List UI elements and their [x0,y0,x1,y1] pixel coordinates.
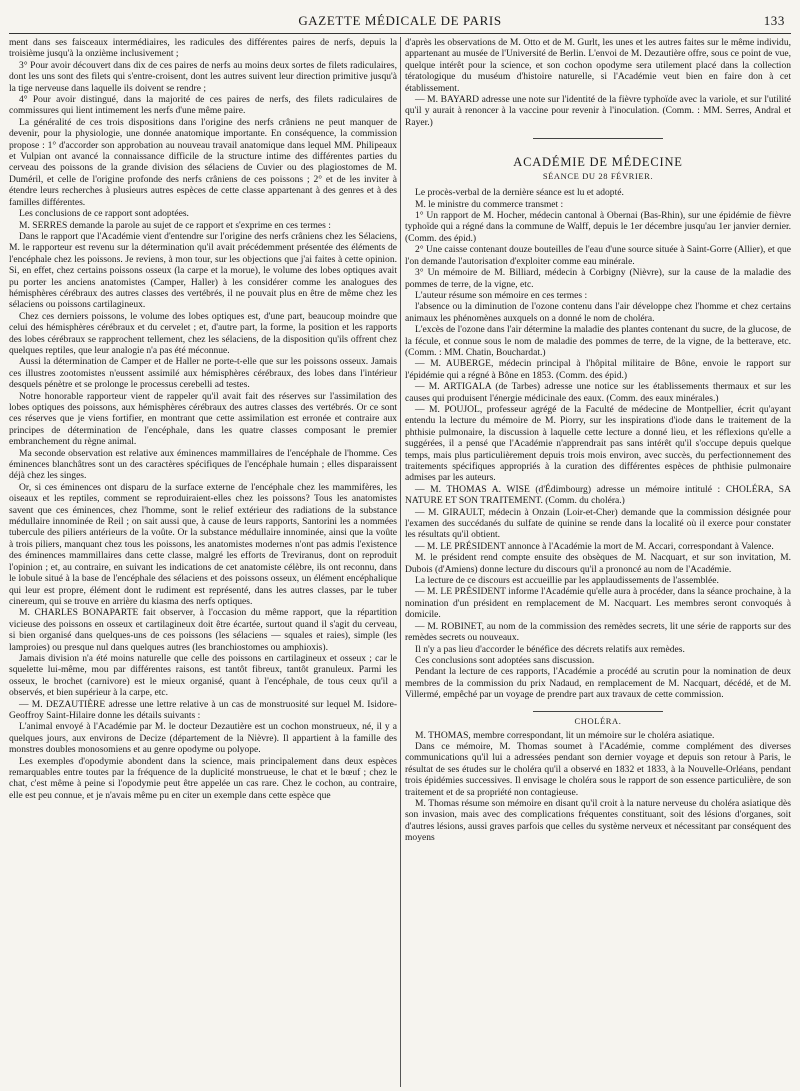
paragraph: M. THOMAS, membre correspondant, lit un mémoire sur le choléra asiatique. [415,729,715,741]
paragraph: Il n'y a pas lieu d'accorder le bénéfice des décrets relatifs aux remèdes. [415,643,685,655]
paragraph: 3° Un mémoire de M. Billiard, médecin à Corbigny (Nièvre), sur la cause de la maladie des pommes de terre, de la vigne, etc. [405,267,791,290]
paragraph: Dans ce mémoire, M. Thomas soumet à l'Académie, comme complément des diverses communications qu'il lui a adressées pendant son dernier voyage et depuis son retour à Paris, le résultat de ses études sur le choléra qu'il a observé en 1832 et 1833, à la Nouvelle-Orléans, pendant trois épidémies successives. Il envisage le choléra sous le rapport de son essence particulière, de son traitement et de sa propriété non contagieuse. [405,740,791,798]
journal-title: GAZETTE MÉDICALE DE PARIS [298,13,502,28]
paragraph: — M. GIRAULT, médecin à Onzain (Loir-et-Cher) demande que la commission désignée pour l'examen des succédanés du sulfate de quinine se rende dans la localité où il exerce pour constater les résultats qu'il obtient. [405,506,791,541]
running-head [9,10,791,32]
paragraph: — M. ARTIGALA (de Tarbes) adresse une notice sur les établissements thermaux et sur les causes qui produisent l'énergie médicinale des eaux. (Comm. des eaux minérales.) [405,381,791,404]
paragraph: — M. LE PRÉSIDENT annonce à l'Académie la mort de M. Accari, correspondant à Valence. [415,540,774,552]
paragraph: Le procès-verbal de la dernière séance est lu et adopté. [415,187,624,199]
paragraph: 2° Une caisse contenant douze bouteilles de l'eau d'une source située à Saint-Gorre (Allier), et que l'on demande l'autorisation d'exploiter comme eau minérale. [405,244,791,267]
paragraph: 3° Pour avoir découvert dans dix de ces paires de nerfs au moins deux sortes de filets radiculaires, dont les uns sont des filets qui s'entre-croisent, dont les autres suivent leur direction primitive jusqu'à la tige nerveuse dans laquelle ils doivent se rendre ; [9,59,397,94]
text-columns [9,37,791,1087]
section-title: ACADÉMIE DE MÉDECINE [513,155,683,170]
paragraph: M. le président rend compte ensuite des obsèques de M. Nacquart, et sur son invitation, M. Dubois (d'Amiens) donne lecture du discours qu'il a prononcé au nom de l'Académie. [405,552,791,575]
paragraph: — M. LE PRÉSIDENT informe l'Académie qu'elle aura à procéder, dans la séance prochaine, à la nomination d'un président en remplacement de M. Nacquart. Les membres seront convoqués à domicile. [405,586,791,621]
paragraph: Or, si ces éminences ont disparu de la surface externe de l'encéphale chez les mammifères, les oiseaux et les reptiles, comment se reproduiraient-elles chez les poissons? Tous les anatomistes savent que ces éminences, chez l'homme, sont le relief extérieur des radiations de la substance médullaire innominée de Reil ; on sait aussi que, à cause de leurs rapports, Santorini les a nommées tubercule des piliers antérieurs de la voûte. Or la substance médullaire innominée, ainsi que la voûte à trois piliers, manquant chez tous les poissons, les anatomistes modernes n'ont pas admis l'existence des éminences mammillaires dans cette classe, malgré les efforts de Treviranus, dont on reproduit l'opinion ; et, au contraire, en suivant les indications de cet anatomiste célèbre, ils ont reconnu, dans le lobule situé à la base de l'encéphale des sélaciens et des poissons osseux, un élément encéphalique qui leur est propre, élément dont le rudiment est représenté, dans les autres classes, par le tuber cinereum, qui se trouve en arrière du kiasma des nerfs optiques. [9,481,397,607]
paragraph: Les exemples d'opodymie abondent dans la science, mais principalement dans deux espèces remarquables entre toutes par la fréquence de la duplicité monstrueuse, le chat et le bœuf ; chez le chat, c'est même à peine si l'opodymie peut être appelée un cas rare. Chez le cochon, au contraire, elle est peu connue, et je n'avais même pu en citer un exemple dans cette espèce que [9,755,397,801]
paragraph: — M. ROBINET, au nom de la commission des remèdes secrets, lit une série de rapports sur des remèdes secrets ou nouveaux. [405,620,791,644]
paragraph: M. SERRES demande la parole au sujet de ce rapport et s'exprime en ces termes : [19,219,331,231]
paragraph: 1° Un rapport de M. Hocher, médecin cantonal à Obernai (Bas-Rhin), sur une épidémie de fièvre typhoïde qui a régné dans la commune de Walff, depuis le 1er décembre jusqu'au 1er janvier dernier. (Comm. des épid.) [405,210,791,244]
paragraph: Dans le rapport que l'Académie vient d'entendre sur l'origine des nerfs crâniens chez les Sélaciens, M. le rapporteur est revenu sur la détermination qu'il avait précédemment présentée des éléments de l'encéphale chez les poissons. Je reviens, à mon tour, sur les objections que j'ai faites à cette opinion. Si, en effet, chez certains poissons osseux (la carpe et la morue), le volume des lobes optiques avait pu porter les anciens anatomistes (Camper, Haller) à les considérer comme les analogues des hémisphères cérébraux des autres classes des vertébrés, il ne pouvait plus en être de même chez les sélaciens ou poissons cartilagineux. [9,230,397,311]
paragraph: Jamais division n'a été moins naturelle que celle des poissons en cartilagineux et osseux ; car le squelette lui-même, mou par différentes raisons, est tantôt fibreux, tantôt granuleux. Parmi les osseux, le brochet (carnivore) est le mieux organisé, quant à l'encéphale, de tous ceux qu'il a observés, et bien supérieur à la carpe, etc. [9,652,397,699]
paragraph: M. le ministre du commerce transmet : [415,198,564,210]
paragraph: ment dans ses faisceaux intermédiaires, les radicules des différentes paires de nerfs, depuis la troisième jusqu'à la onzième inclusivement ; [9,37,397,60]
section-rule [533,711,663,712]
paragraph: Notre honorable rapporteur vient de rappeler qu'il avait fait des réserves sur l'assimilation des lobes optiques des poissons, aux hémisphères cérébraux des autres classes des vertébrés. Or ce sont ces réserves que je viens fortifier, en montrant que cette assimilation est erronée et contraire aux principes de détermination de l'encéphale, dans les quatre classes composant le premier embranchement du règne animal. [9,390,397,448]
paragraph: Aussi la détermination de Camper et de Haller ne porte-t-elle que sur les poissons osseux. Jamais ces illustres zootomistes n'eussent assimilé aux hémisphères cérébraux, des lobes dans l'intérieur desquels pénètre et se prolonge le processus cerebelli ad testes. [9,356,397,391]
left-column [9,37,397,1087]
paragraph: Ces conclusions sont adoptées sans discussion. [415,654,595,666]
paragraph: La généralité de ces trois dispositions dans l'origine des nerfs crâniens ne peut manquer de devenir, pour la physiologie, une donnée anatomique importante. En conséquence, la commission propose : 1° d'accorder son approbation au nouveau travail anatomique dans lequel MM. Philipeaux et Vulpian ont avancé la connaissance difficile de la structure intime des différentes parties du cerveau des poissons de la grande division des sélaciens de Cuvier ou des plagiostomes de M. Duméril, et celle de l'origine profonde des nerfs crâniens de ces poissons ; 2° et de les inviter à étendre leurs recherches à plusieurs autres espèces de cette classe appartenant à des genres et à des familles différentes. [9,116,397,208]
paragraph: L'auteur résume son mémoire en ces termes : [415,289,588,301]
paragraph: Pendant la lecture de ces rapports, l'Académie a procédé au scrutin pour la nomination de deux membres de la commission du prix Nadaud, en remplacement de M. Nacquart, décédé, et de M. Villermé, empêché par un voyage de prendre part aux travaux de cette commission. [405,666,791,701]
paragraph: — M. BAYARD adresse une note sur l'identité de la fièvre typhoïde avec la variole, et sur l'utilité qu'il y aurait à renoncer à la vaccine pour revenir à l'inoculation. (Comm. : MM. Serres, Andral et Rayer.) [405,94,791,128]
paragraph: l'absence ou la diminution de l'ozone contenu dans l'air développe chez l'homme et chez certains animaux les phénomènes auxquels on a donné le nom de choléra. [405,301,791,324]
paragraph: 4° Pour avoir distingué, dans la majorité de ces paires de nerfs, des filets radiculaires de commissures qui lient intimement les nerfs d'une même paire. [9,94,397,117]
paragraph: M. Thomas résume son mémoire en disant qu'il croit à la nature nerveuse du choléra asiatique dès son invasion, mais avec des complications fréquentes constituant, soit des lésions d'organes, soit d'autres lésions, aussi graves parfois que celles du système nerveux et nécessitant par conséquent des moyens [405,797,791,844]
paragraph: — M. DEZAUTIÈRE adresse une lettre relative à un cas de monstruosité sur lequel M. Isidore-Geoffroy Saint-Hilaire donne les détails suivants : [9,698,397,721]
paragraph: Ma seconde observation est relative aux éminences mammillaires de l'encéphale de l'homme. Ces éminences blanchâtres sont un des caractères spécifiques de l'encéphale humain ; elles disparaissent déjà chez les singes. [9,447,397,482]
paragraph: Chez ces derniers poissons, le volume des lobes optiques est, d'une part, beaucoup moindre que celui des hémisphères cérébraux et du cervelet ; et, d'autre part, la forme, la position et les rapports des lobes cérébraux se rapprochent tellement, chez les sélaciens, de la disposition qu'ils offrent chez quelques reptiles, que leur analogie n'a pas été méconnue. [9,310,397,356]
column-divider [400,37,401,1087]
page-number: 133 [763,13,785,28]
right-column [405,37,791,1087]
cholera-heading: CHOLÉRA. [574,715,622,726]
paragraph: d'après les observations de M. Otto et de M. Gurlt, les unes et les autres faites sur le même individu, appartenant au musée de l'Université de Berlin. L'envoi de M. Dezautière offre, sous ce point de vue, quelque intérêt pour la science, et son cochon opodyme sera utilement placé dans la collection tératologique du muséum d'histoire naturelle, si l'Académie veut bien en faire don à cet établissement. [405,37,791,94]
paragraph: — M. THOMAS A. WISE (d'Édimbourg) adresse un mémoire intitulé : CHOLÉRA, SA NATURE ET SON TRAITEMENT. (Comm. du choléra.) [405,483,791,507]
section-rule [533,138,663,139]
paragraph: L'animal envoyé à l'Académie par M. le docteur Dezautière est un cochon monstrueux, né, il y a quelques jours, aux environs de Decize (département de la Nièvre). Il appartient à la famille des monstres doubles monosomiens et au genre opodyme ou polyope. [9,721,397,756]
paragraph: M. CHARLES BONAPARTE fait observer, à l'occasion du même rapport, que la répartition vicieuse des poissons en osseux et cartilagineux doit être écartée, surtout quand il s'agit du cerveau, si bien organisé dans quelques-uns de ces poissons (les sélaciens — squales et raies), simple (les lamproies) ou presque nul dans quelques autres (les branchiostomes ou amphioxis). [9,607,397,653]
paragraph: — M. POUJOL, professeur agrégé de la Faculté de médecine de Montpellier, écrit qu'ayant entendu la lecture du mémoire de M. Piorry, sur les inspirations d'iode dans le traitement de la phthisie pulmonaire, la discussion à laquelle cette lecture a donné lieu, et les réflexions qu'elle a suggérées, il a pensé que l'Académie n'apprendrait pas sans intérêt qu'il s'occupe depuis quelque temps, mais plus particulièrement depuis trois mois environ, avec succès, du perfectionnement des traitements spécifiques appropriés à la curation des différentes espèces de phthisie pulmonaire admises par les auteurs. [405,403,791,484]
session-date: SÉANCE DU 28 FÉVRIER. [542,171,654,182]
paragraph: L'excès de l'ozone dans l'air détermine la maladie des plantes contenant du sucre, de la glucose, de la fécule, et connue sous le nom de maladie des pommes de terre, de la vigne, de la betterave, etc. (Comm. : MM. Chatin, Bouchardat.) [405,324,791,358]
paragraph: — M. AUBERGE, médecin principal à l'hôpital militaire de Bône, envoie le rapport sur l'épidémie qui a régné à Bône en 1853. (Comm. des épid.) [405,358,791,381]
header-rule [9,33,791,34]
paragraph: Les conclusions de ce rapport sont adoptées. [19,208,189,220]
paragraph: La lecture de ce discours est accueillie par les applaudissements de l'assemblée. [415,575,719,587]
